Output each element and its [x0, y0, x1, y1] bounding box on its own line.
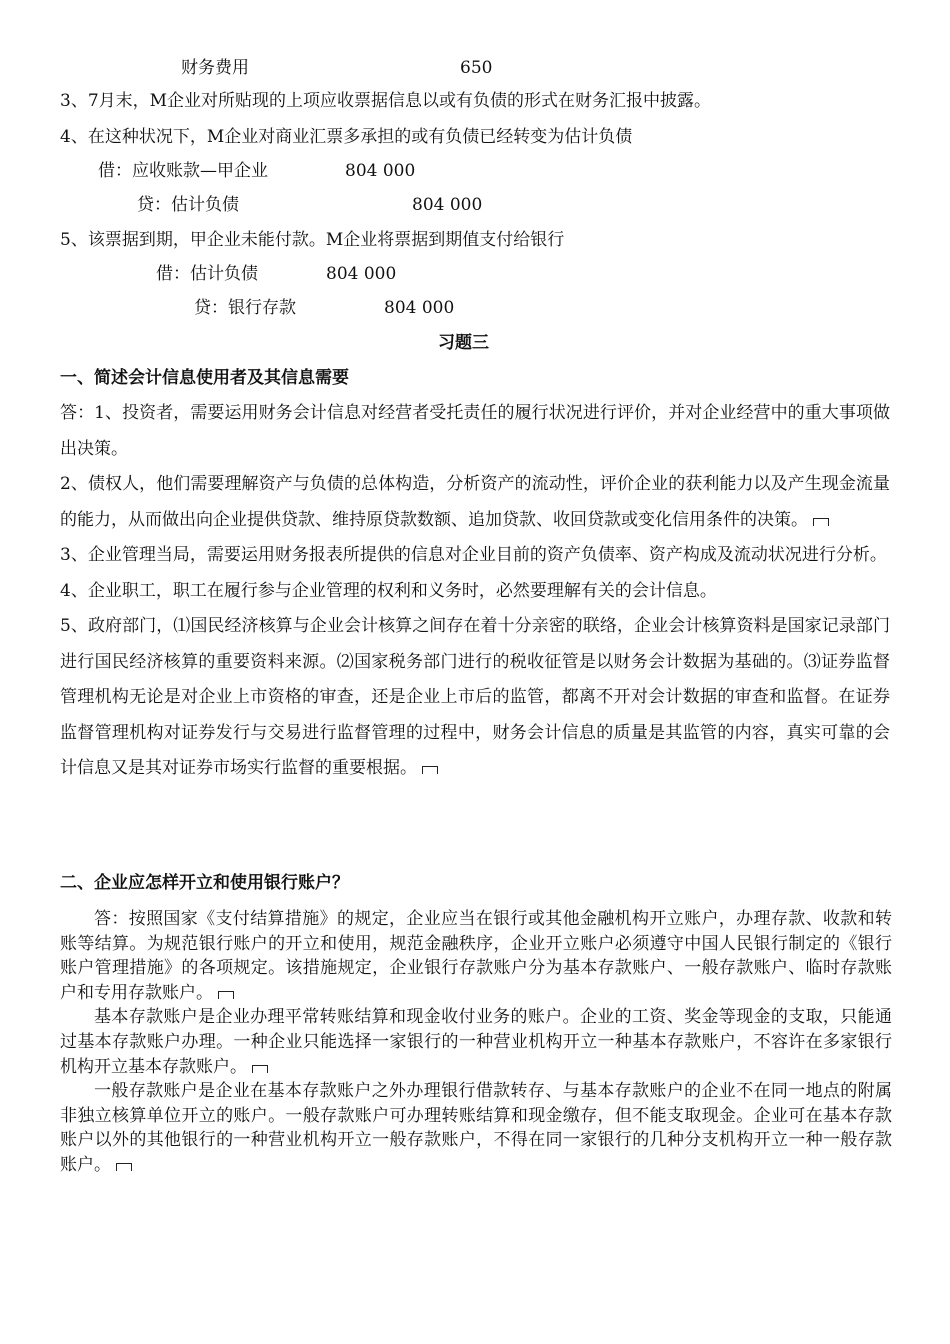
entry2-debit-amount: 804 000 — [326, 264, 397, 284]
entry2-credit-label: 贷：银行存款 — [194, 298, 296, 318]
q1-answer — [60, 396, 890, 787]
q1-paragraph: 2、债权人，他们需要理解资产与负债的总体构造，分析资产的流动性，评价企业的获利能力以及产生现金流量的能力，从而做出向企业提供贷款、维持原贷款数额、追加贷款、收回贷款或变化信用条件的决策。 — [60, 474, 890, 530]
item-3-text: 3、7月末，M企业对所贴现的上项应收票据信息以或有负债的形式在财务汇报中披露。 — [60, 91, 712, 111]
q1-heading: 一、简述会计信息使用者及其信息需要 — [60, 368, 349, 388]
entry2-debit-label: 借：估计负债 — [156, 264, 258, 284]
entry2-credit-amount: 804 000 — [384, 298, 455, 318]
entry1-credit-amount: 804 000 — [412, 195, 483, 215]
paragraph-mark-icon — [252, 1065, 268, 1073]
section-title: 习题三 — [438, 333, 489, 353]
q1-paragraph: 5、政府部门，⑴国民经济核算与企业会计核算之间存在着十分亲密的联络，企业会计核算资料是国家记录部门进行国民经济核算的重要资料来源。⑵国家税务部门进行的税收征管是以财务会计数据为基础的。⑶证券监督管理机构无论是对企业上市资格的审查，还是企业上市后的监管，都离不开对会计数据的审查和监督。在证券监督管理机构对证券发行与交易进行监督管理的过程中，财务会计信息的质量是其监管的内容，真实可靠的会计信息又是其对证券市场实行监督的重要根据。 — [60, 616, 890, 778]
q2-paragraph: 答：按照国家《支付结算措施》的规定，企业应当在银行或其他金融机构开立账户，办理存款、收款和转账等结算。为规范银行账户的开立和使用，规范金融秩序，企业开立账户必须遵守中国人民银行制定的《银行账户管理措施》的各项规定。该措施规定，企业银行存款账户分为基本存款账户、一般存款账户、临时存款账户和专用存款账户。 — [60, 909, 892, 1003]
q1-paragraph: 4、企业职工，职工在履行参与企业管理的权利和义务时，必然要理解有关的会计信息。 — [60, 580, 717, 601]
q2-paragraph: 基本存款账户是企业办理平常转账结算和现金收付业务的账户。企业的工资、奖金等现金的支取，只能通过基本存款账户办理。一种企业只能选择一家银行的一种营业机构开立一种基本存款账户，不容许在多家银行机构开立基本存款账户。 — [60, 1007, 892, 1077]
paragraph-mark-icon — [116, 1163, 132, 1171]
entry1-debit-label: 借：应收账款—甲企业 — [98, 161, 268, 181]
item-4-text: 4、在这种状况下，M企业对商业汇票多承担的或有负债已经转变为估计负债 — [60, 127, 633, 147]
paragraph-mark-icon — [218, 991, 234, 999]
q1-paragraph: 答：1、投资者，需要运用财务会计信息对经营者受托责任的履行状况进行评价，并对企业经营中的重大事项做出决策。 — [60, 403, 890, 459]
item-5-text: 5、该票据到期，甲企业未能付款。M企业将票据到期值支付给银行 — [60, 230, 565, 250]
q2-heading: 二、企业应怎样开立和使用银行账户？ — [60, 873, 349, 893]
entry1-credit-label: 贷：估计负债 — [137, 195, 239, 215]
q1-paragraph: 3、企业管理当局，需要运用财务报表所提供的信息对企业目前的资产负债率、资产构成及流动状况进行分析。 — [60, 545, 887, 565]
entry-fin-expense-label: 财务费用 — [181, 58, 249, 78]
q2-answer — [60, 907, 892, 1178]
paragraph-mark-icon — [813, 518, 829, 526]
entry1-debit-amount: 804 000 — [345, 161, 416, 181]
paragraph-mark-icon — [422, 766, 438, 774]
q2-paragraph: 一般存款账户是企业在基本存款账户之外办理银行借款转存、与基本存款账户的企业不在同一地点的附属非独立核算单位开立的账户。一般存款账户可办理转账结算和现金缴存，但不能支取现金。企业可在基本存款账户以外的其他银行的一种营业机构开立一般存款账户，不得在同一家银行的几种分支机构开立一种一般存款账户。 — [60, 1081, 892, 1175]
entry-fin-expense-amount: 650 — [460, 58, 493, 78]
